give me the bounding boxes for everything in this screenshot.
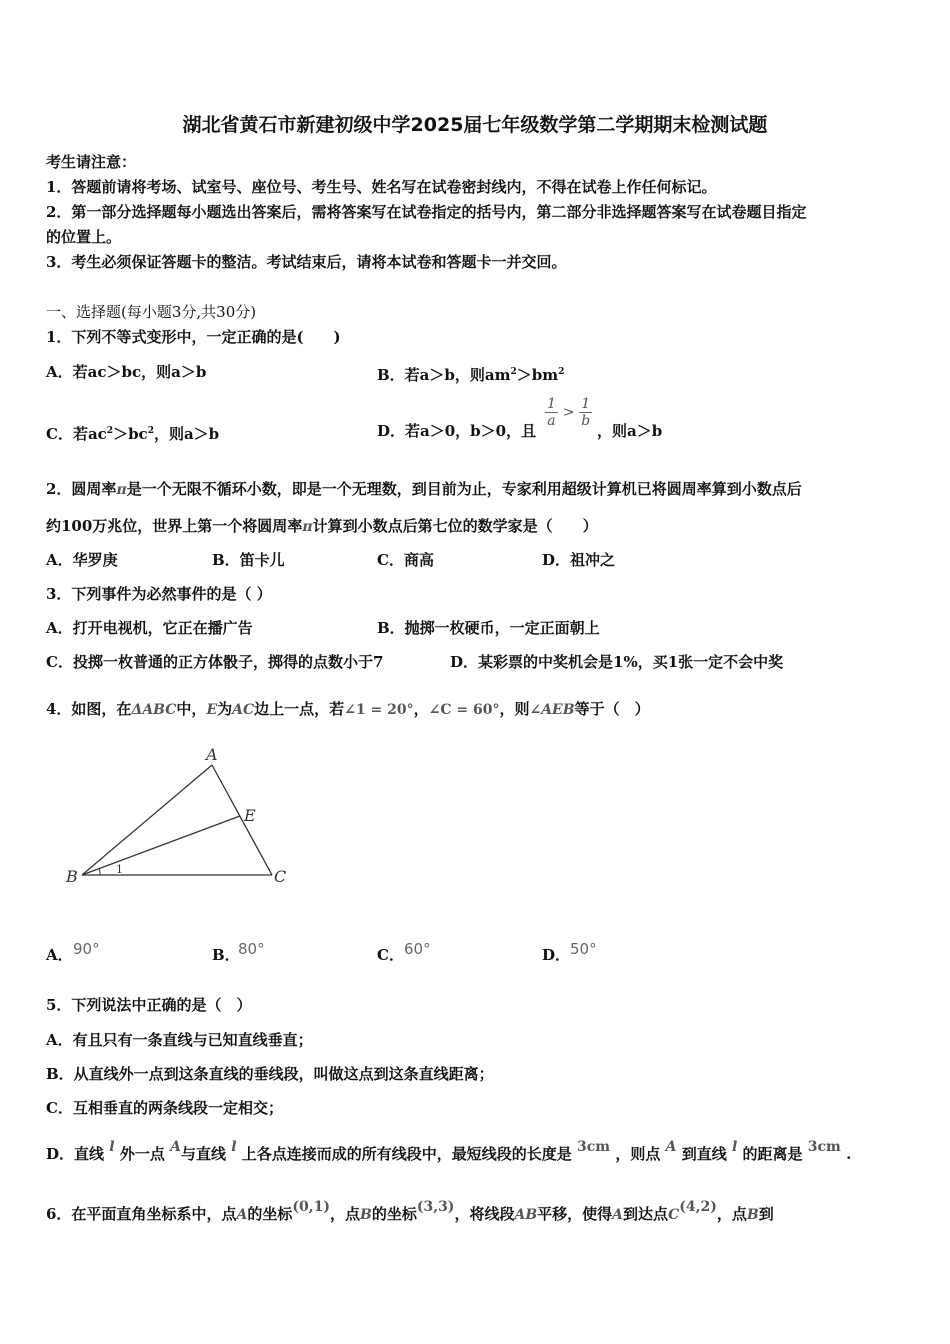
point-label-e: E xyxy=(244,806,256,825)
notice-item: 3．考生必须保证答题卡的整洁。考试结束后，请将本试卷和答题卡一并交回。 xyxy=(46,253,567,271)
q1-option-a: A．若ac＞bc，则a＞b xyxy=(46,363,207,381)
question-1-stem: 1．下列不等式变形中，一定正确的是( ) xyxy=(46,328,341,346)
question-2-line-2: 约100万兆位，世界上第一个将圆周率π计算到小数点后第七位的数学家是（ ） xyxy=(46,517,598,535)
q3-option-b: B．抛掷一枚硬币，一定正面朝上 xyxy=(377,619,600,637)
side-ac xyxy=(212,765,272,875)
q4-option-c-value: 60° xyxy=(404,940,431,958)
q3-option-d: D．某彩票的中奖机会是1%，买1张一定不会中奖 xyxy=(450,653,784,671)
q4-option-a-value: 90° xyxy=(73,940,100,958)
q4-option-b-value: 80° xyxy=(238,940,265,958)
q1-option-b: B．若a＞b，则$am^2>bm^2$ xyxy=(377,366,565,384)
q1-fraction-compare xyxy=(545,396,592,429)
angle-1-arc xyxy=(99,868,100,875)
q4-option-d: D． xyxy=(542,946,571,964)
notice-item: 的位置上。 xyxy=(46,228,122,246)
vertex-label-c: C xyxy=(274,867,287,886)
side-ab xyxy=(82,765,212,875)
q4-option-d-value: 50° xyxy=(570,940,597,958)
question-3-stem: 3．下列事件为必然事件的是（ ） xyxy=(46,585,272,603)
q4-option-c: C． xyxy=(377,946,404,964)
segment-be xyxy=(82,816,240,875)
q3-option-a: A．打开电视机，它正在播广告 xyxy=(46,619,253,637)
pi-symbol: π xyxy=(302,519,313,535)
question-5-stem: 5．下列说法中正确的是（ ） xyxy=(46,996,252,1014)
greater-than-sign: > xyxy=(562,404,575,421)
angle-label-1: 1 xyxy=(116,863,123,876)
q5-option-a: A．有且只有一条直线与已知直线垂直； xyxy=(46,1031,313,1049)
question-2-line-1: 2．圆周率π是一个无限不循环小数，即是一个无理数，到目前为止，专家利用超级计算机已将圆周率算到小数点后 xyxy=(46,480,802,498)
q4-option-b: B． xyxy=(212,946,240,964)
question-4-stem: 4．如图，在ΔABC中，E为AC边上一点，若∠1 = 20°，∠C = 60°，则∠AEB等于（ ） xyxy=(46,700,650,718)
q4-option-a: A． xyxy=(46,946,73,964)
notice-heading: 考生请注意： xyxy=(46,153,137,171)
q1-option-d: D．若a＞0，b＞0，且 xyxy=(377,422,537,440)
q3-option-c: C．投掷一枚普通的正方体骰子，掷得的点数小于7 xyxy=(46,653,384,671)
fraction-1-over-b: $\frac{1}{b}$ xyxy=(581,396,591,429)
q1-option-c: C．若$ac^2>bc^2$，则a＞b xyxy=(46,425,220,443)
page-title: 湖北省黄石市新建初级中学2025届七年级数学第二学期期末检测试题 xyxy=(182,114,768,136)
question-6-line-1: 6．在平面直角坐标系中，点A的坐标(0,1)，点B的坐标(3,3)，将线段AB平移，使得A到达点C(4,2)，点B到 xyxy=(46,1199,774,1223)
triangle-figure xyxy=(60,745,300,895)
q5-option-c: C．互相垂直的两条线段一定相交； xyxy=(46,1099,283,1117)
notice-item: 1．答题前请将考场、试室号、座位号、考生号、姓名写在试卷密封线内，不得在试卷上作任何标记。 xyxy=(46,178,717,196)
q2-option-d: D．祖冲之 xyxy=(542,551,616,569)
section-heading: 一、选择题(每小题3分,共30分) xyxy=(46,303,257,321)
q2-option-c: C．商高 xyxy=(377,551,434,569)
q5-option-b: B．从直线外一点到这条直线的垂线段，叫做这点到这条直线距离； xyxy=(46,1065,494,1083)
q5-option-d: D．直线 l 外一点 A与直线 l 上各点连接而成的所有线段中，最短线段的长度是 3cm ，则点 A 到直线 l 的距离是 3cm . xyxy=(46,1139,852,1163)
vertex-label-a: A xyxy=(206,745,218,764)
q2-option-b: B．笛卡儿 xyxy=(212,551,285,569)
notice-item: 2．第一部分选择题每小题选出答案后，需将答案写在试卷指定的括号内，第二部分非选择题答案写在试卷题目指定 xyxy=(46,203,807,221)
pi-symbol: π xyxy=(116,482,127,498)
vertex-label-b: B xyxy=(66,867,78,886)
q2-option-a: A．华罗庚 xyxy=(46,551,118,569)
q1-option-d-tail: ，则a＞b xyxy=(597,422,663,440)
fraction-1-over-a: $\frac{1}{a}$ xyxy=(547,396,556,429)
